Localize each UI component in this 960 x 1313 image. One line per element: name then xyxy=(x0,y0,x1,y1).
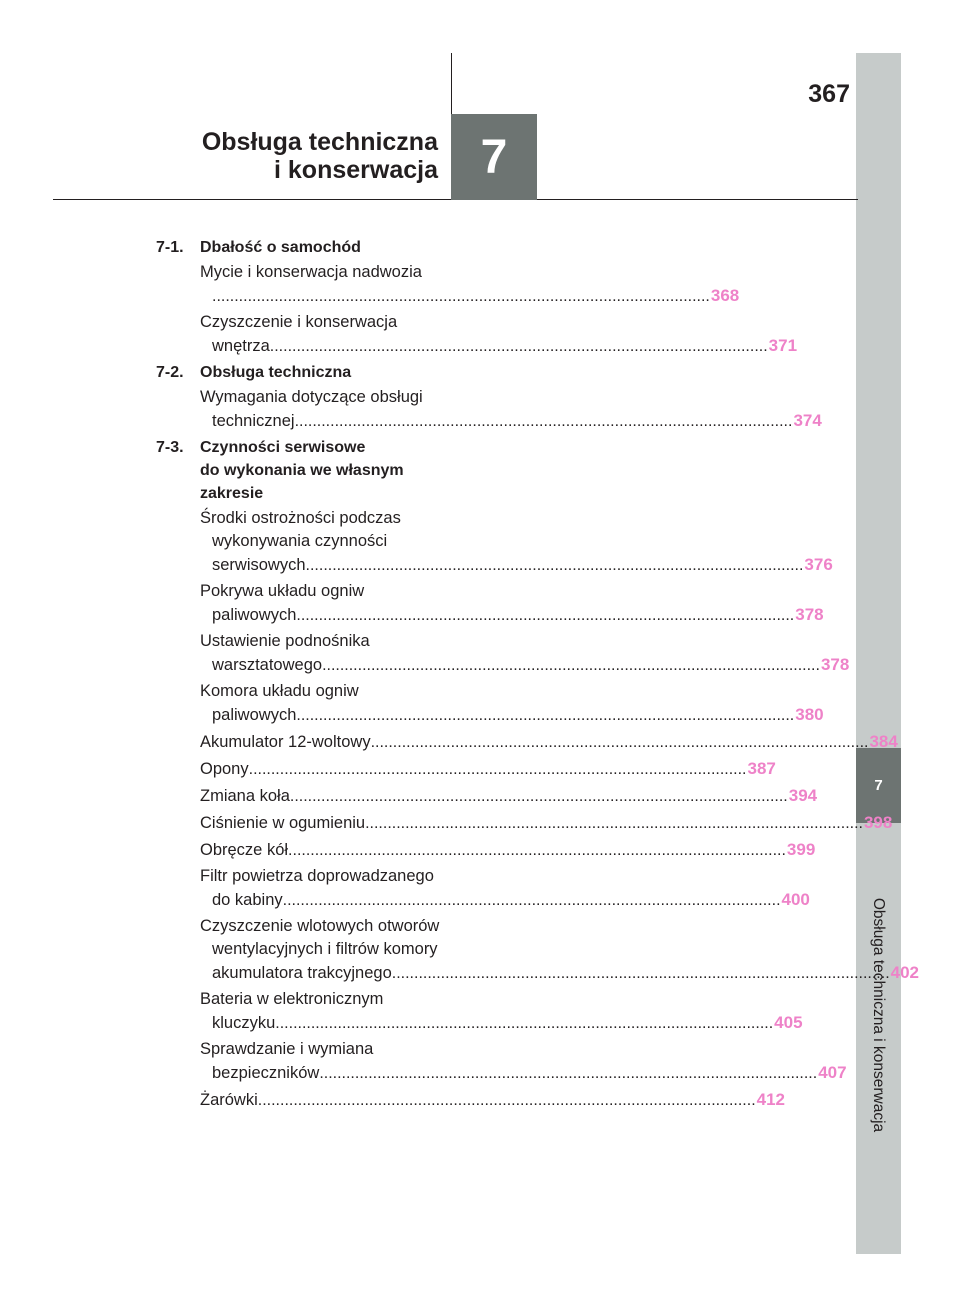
toc-leader-dots: ................................................................................................................ xyxy=(305,557,804,574)
toc-entry[interactable] xyxy=(200,680,824,727)
toc-entry[interactable] xyxy=(200,1088,786,1112)
toc-entry-line: Ciśnienie w ogumieniu xyxy=(200,814,366,832)
toc-entry[interactable] xyxy=(200,386,822,433)
toc-page-link[interactable]: 380 xyxy=(795,705,824,724)
toc-entry[interactable] xyxy=(200,507,833,577)
toc-entry-line: Komora układu ogniw xyxy=(200,682,359,700)
toc-entry[interactable] xyxy=(200,915,920,985)
toc-entry-line: wykonywania czynności xyxy=(212,532,388,550)
toc-entry-line: Sprawdzanie i wymiana xyxy=(200,1040,374,1058)
toc-page-link[interactable]: 405 xyxy=(774,1013,803,1032)
toc-entry[interactable] xyxy=(200,730,898,754)
toc-section-number: 7-3. xyxy=(156,439,184,456)
toc-entry-line: Żarówki xyxy=(200,1091,258,1109)
toc-entry[interactable] xyxy=(200,261,740,308)
toc-page-link[interactable]: 398 xyxy=(863,813,893,832)
toc-entry-line: do kabiny xyxy=(212,891,283,909)
toc-entry-line: Środki ostrożności podczas xyxy=(200,509,401,527)
toc-section-heading[interactable] xyxy=(0,361,480,384)
toc-page-link[interactable]: 371 xyxy=(768,336,798,355)
toc-leader-dots: ................................................................................................................ xyxy=(248,761,747,778)
toc-entry-line: Bateria w elektronicznym xyxy=(200,990,384,1008)
toc-entry[interactable] xyxy=(200,630,850,677)
toc-leader-dots: ................................................................................................................ xyxy=(365,815,863,832)
chapter-title-line-1: Obsługa techniczna xyxy=(201,128,438,156)
toc-entry-line: wnętrza xyxy=(212,337,270,355)
toc-entry-line: bezpieczników xyxy=(212,1064,320,1082)
toc-entry-line: Opony xyxy=(200,760,249,778)
toc-entry-line: Akumulator 12-woltowy xyxy=(200,733,371,751)
toc-entry-line: Ustawienie podnośnika xyxy=(200,632,370,650)
toc-section-heading[interactable] xyxy=(0,236,480,259)
toc-page-link[interactable]: 376 xyxy=(804,555,833,574)
toc-entry-line: Filtr powietrza doprowadzanego xyxy=(200,867,434,885)
toc-leader-dots: ................................................................................................................ xyxy=(296,607,795,624)
toc-entry-line: Pokrywa układu ogniw xyxy=(200,582,365,600)
toc-leader-dots: ................................................................................................................ xyxy=(294,413,793,430)
toc-leader-dots: ................................................................................................................ xyxy=(282,892,781,909)
toc-entry-line: paliwowych xyxy=(212,706,297,724)
toc-leader-dots: ................................................................................................................ xyxy=(269,338,768,355)
toc-leader-dots: ................................................................................................................ xyxy=(296,707,795,724)
page-number: 367 xyxy=(808,80,850,108)
toc-entry-line: Wymagania dotyczące obsługi xyxy=(200,388,423,406)
toc-leader-dots: ................................................................................................................ xyxy=(322,657,820,674)
side-tab-chapter-number[interactable]: 7 xyxy=(856,748,901,823)
chapter-title xyxy=(202,128,438,184)
toc-entry-line: kluczyku xyxy=(212,1014,276,1032)
toc-page-link[interactable]: 384 xyxy=(869,732,898,751)
toc-section-number: 7-1. xyxy=(156,239,184,256)
toc-section-title-line: Obsługa techniczna xyxy=(200,364,352,381)
toc-entry-line: akumulatora trakcyjnego xyxy=(212,964,392,982)
toc-page-link[interactable]: 412 xyxy=(756,1090,786,1109)
toc-page-link[interactable]: 407 xyxy=(818,1063,847,1082)
toc-page-link[interactable]: 378 xyxy=(795,605,824,624)
toc-entry[interactable] xyxy=(200,838,816,862)
toc-entry[interactable] xyxy=(200,988,803,1035)
toc-leader-dots: ................................................................................................................ xyxy=(391,965,890,982)
toc-entry[interactable] xyxy=(200,580,824,627)
toc-page-link[interactable]: 374 xyxy=(793,411,822,430)
toc-leader-dots: ................................................................................................................ xyxy=(370,734,869,751)
toc-leader-dots: ................................................................................................................ xyxy=(288,842,786,859)
toc-section-title-line: Czynności serwisowe xyxy=(200,439,366,456)
toc-entry-line: warsztatowego xyxy=(212,656,323,674)
chapter-title-line-2: i konserwacja xyxy=(274,156,438,184)
toc-leader-dots: ................................................................................................................ xyxy=(275,1015,774,1032)
toc-leader-dots: ................................................................................................................ xyxy=(319,1065,818,1082)
toc-entry[interactable] xyxy=(200,811,893,835)
toc-section-title-line: do wykonania we własnym xyxy=(200,462,404,479)
toc-entry-line: serwisowych xyxy=(212,556,306,574)
toc-entry-line: Czyszczenie wlotowych otworów xyxy=(200,917,440,935)
toc-page-link[interactable]: 378 xyxy=(820,655,850,674)
toc-leader-dots: ................................................................................................................ xyxy=(289,788,788,805)
toc-section-title-line: Dbałość o samochód xyxy=(200,239,361,256)
toc-section-title-line: zakresie xyxy=(200,485,264,502)
toc-leader-dots: ................................................................................................................ xyxy=(212,288,710,305)
toc-entry[interactable] xyxy=(200,865,810,912)
toc-entry-line: wentylacyjnych i filtrów komory xyxy=(212,940,438,958)
toc-section-heading[interactable] xyxy=(0,436,480,505)
toc-entry-line: technicznej xyxy=(212,412,295,430)
toc-entry[interactable] xyxy=(200,1038,847,1085)
toc-entry-line: Obręcze kół xyxy=(200,841,289,859)
toc-page-link[interactable]: 394 xyxy=(788,786,818,805)
chapter-number-box: 7 xyxy=(451,114,537,200)
toc-page-link[interactable]: 399 xyxy=(786,840,816,859)
toc-entry[interactable] xyxy=(200,784,818,808)
toc-leader-dots: ................................................................................................................ xyxy=(257,1092,756,1109)
toc-page-link[interactable]: 400 xyxy=(781,890,810,909)
toc-entry-line: paliwowych xyxy=(212,606,297,624)
toc-page-link[interactable]: 368 xyxy=(710,286,740,305)
toc-page-link[interactable]: 387 xyxy=(747,759,776,778)
toc-entry-line: Czyszczenie i konserwacja xyxy=(200,313,398,331)
toc-page-link[interactable]: 402 xyxy=(890,963,920,982)
toc-entry-line: Mycie i konserwacja nadwozia xyxy=(200,263,422,281)
toc-entry[interactable] xyxy=(200,311,798,358)
toc-section-number: 7-2. xyxy=(156,364,184,381)
side-tab-label: Obsługa techniczna i konserwacja xyxy=(870,897,887,1133)
toc-entry-line: Zmiana koła xyxy=(200,787,290,805)
toc-entry[interactable] xyxy=(200,757,776,781)
